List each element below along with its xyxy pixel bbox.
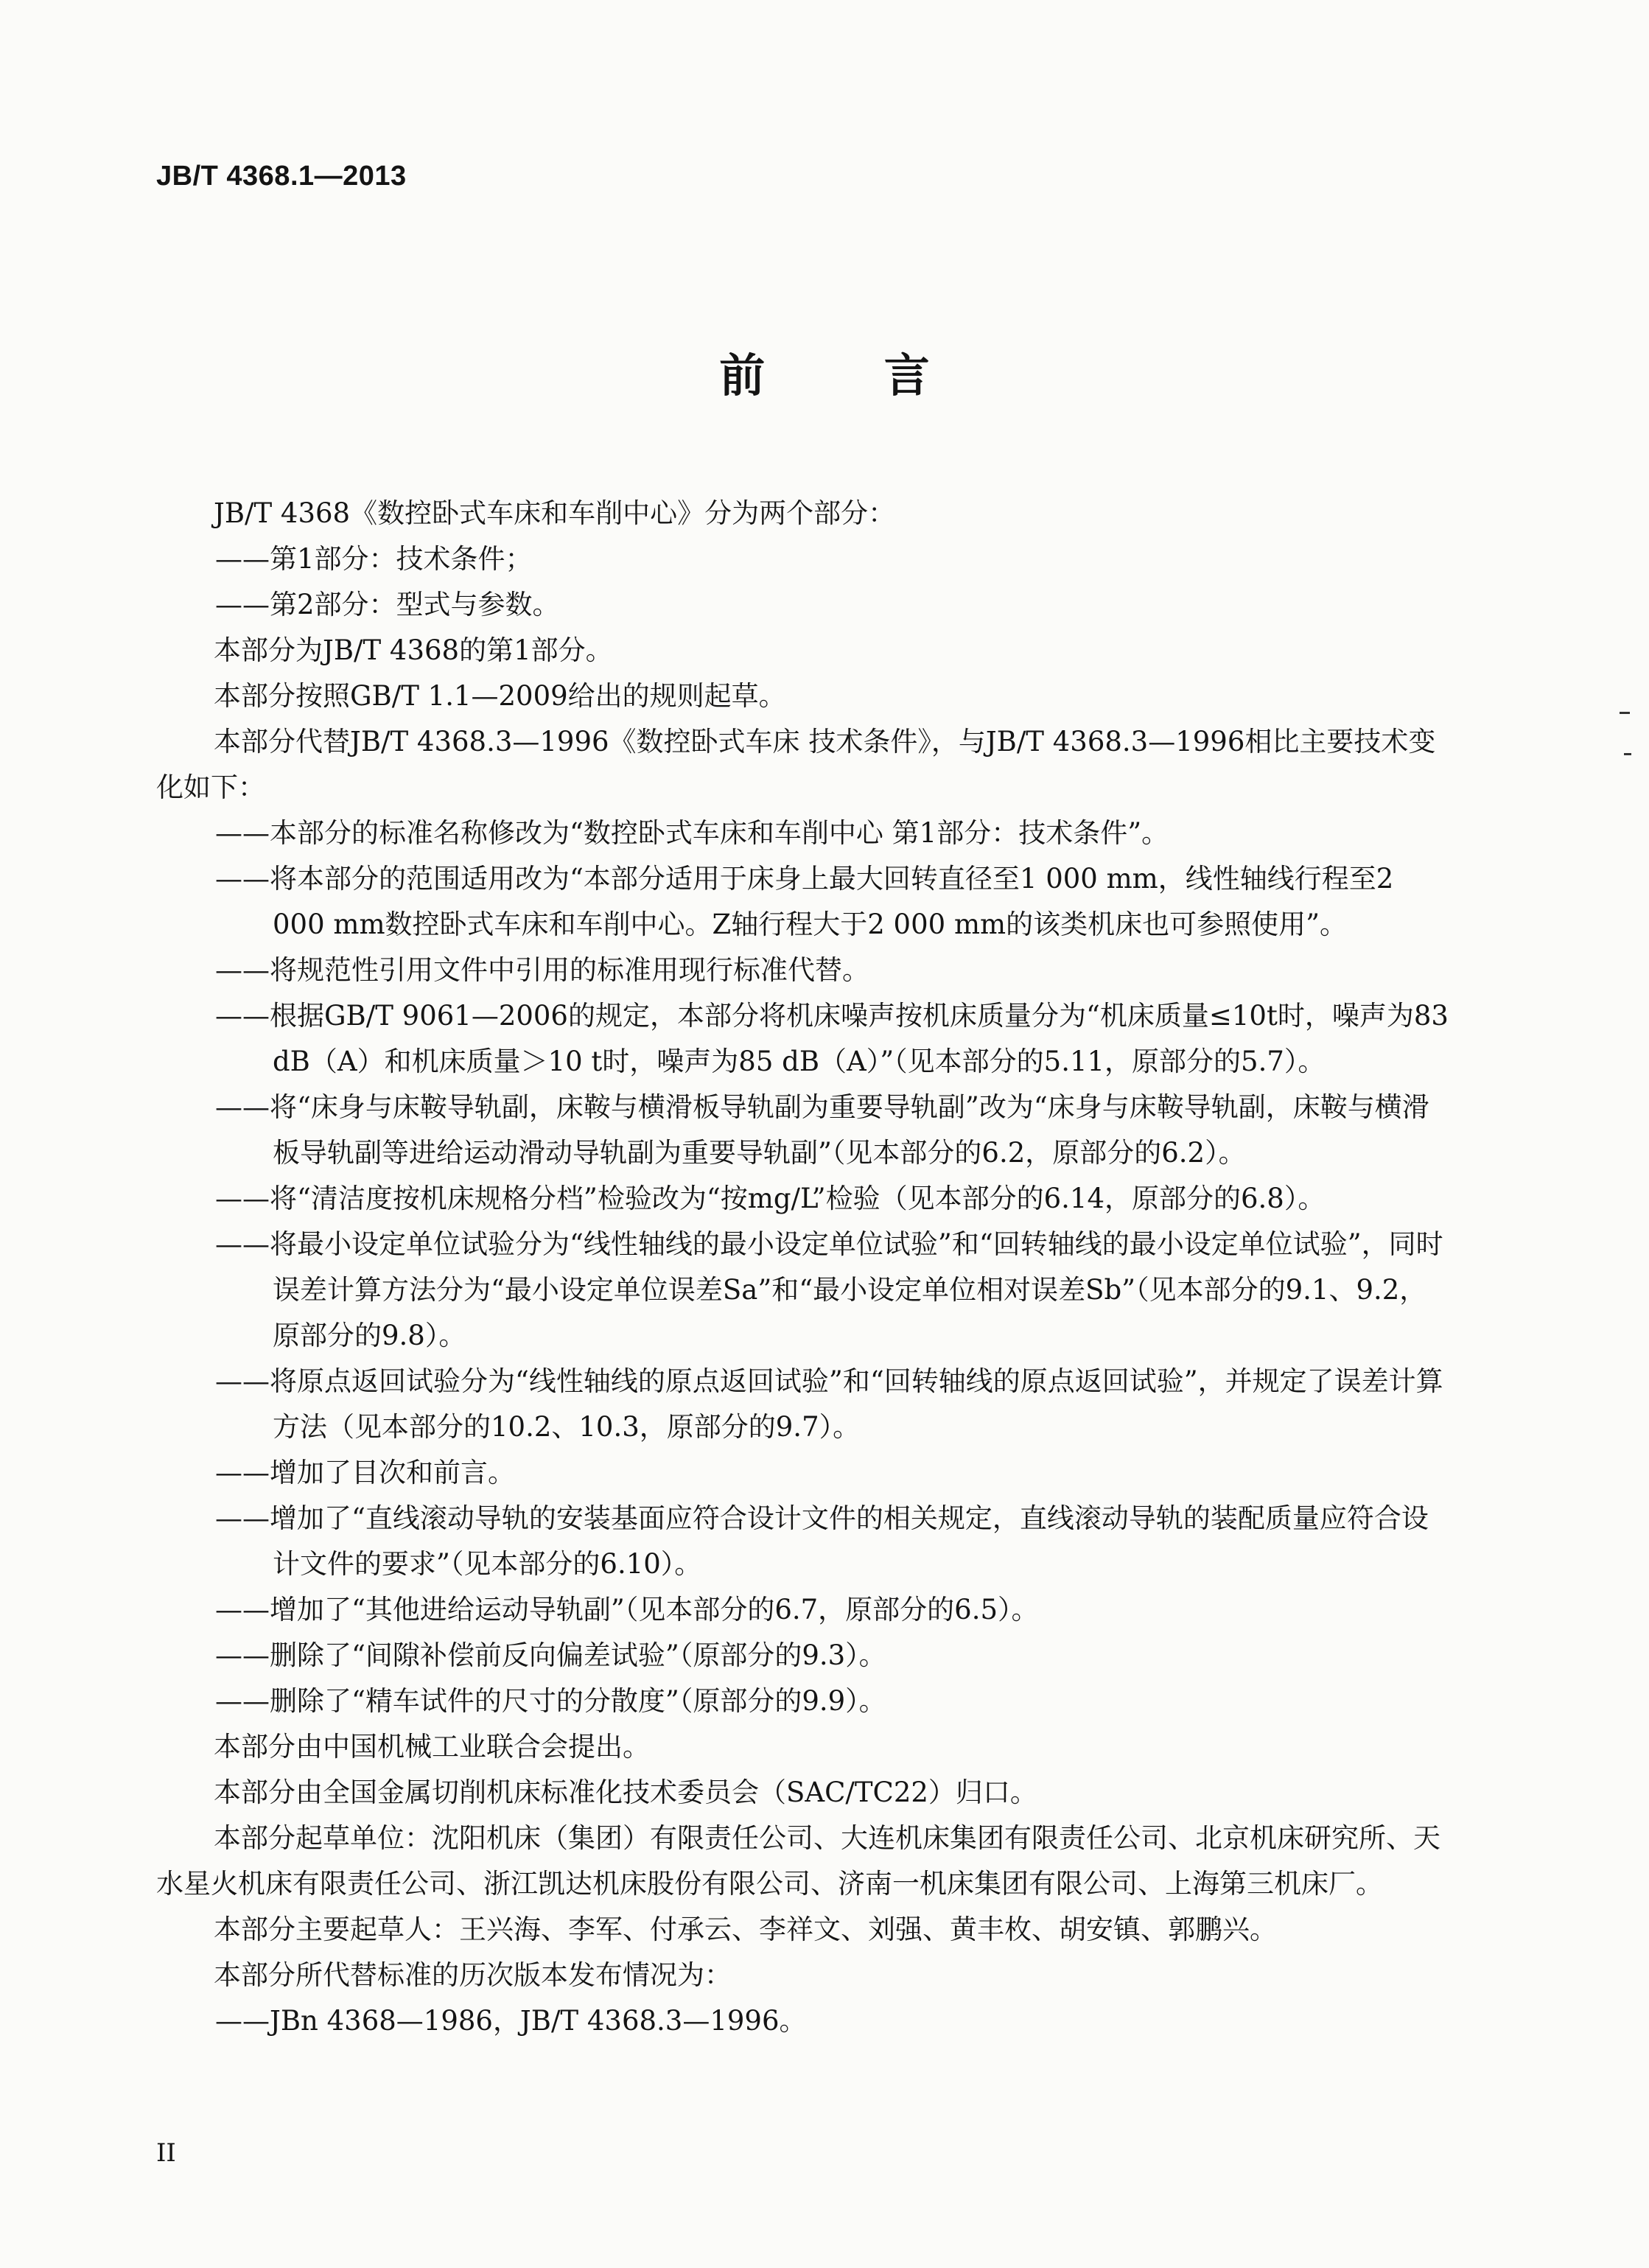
list-item — [156, 1359, 1453, 1450]
list-item — [156, 1587, 1453, 1633]
list-item — [156, 582, 1453, 628]
paragraph-text: 本部分按照GB/T 1.1—2009给出的规则起草。 — [214, 680, 786, 712]
paragraph-text: 本部分主要起草人：王兴海、李军、付承云、李祥文、刘强、黄丰枚、胡安镇、郭鹏兴。 — [214, 1914, 1277, 1945]
paragraph-text: 本部分起草单位：沈阳机床（集团）有限责任公司、大连机床集团有限责任公司、北京机床研究所、天水星火机床有限责任公司、浙江凯达机床股份有限公司、济南一机床集团有限公司、上海第三机床厂。 — [156, 1822, 1440, 1900]
paragraph-text: 增加了“直线滚动导轨的安装基面应符合设计文件的相关规定，直线滚动导轨的装配质量应符合设计文件的要求”（见本部分的6.10）。 — [270, 1502, 1429, 1580]
paragraph-text: 增加了目次和前言。 — [270, 1457, 515, 1488]
paragraph — [156, 673, 1453, 719]
list-item — [156, 536, 1453, 582]
dash-marker: —— — [215, 1365, 270, 1397]
paragraph-text: 第1部分：技术条件； — [270, 543, 533, 575]
paragraph-text: JB/T 4368《数控卧式车床和车削中心》分为两个部分： — [214, 497, 896, 529]
list-item — [156, 948, 1453, 993]
paragraph-text: 将最小设定单位试验分为“线性轴线的最小设定单位试验”和“回转轴线的最小设定单位试验”，同时误差计算方法分为“最小设定单位误差Sa”和“最小设定单位相对误差Sb”（见本部分的9.1、9.2，原部分的9.8）。 — [270, 1228, 1443, 1351]
paragraph — [156, 1724, 1453, 1770]
list-item — [156, 993, 1453, 1085]
list-item — [156, 811, 1453, 856]
dash-marker: —— — [215, 543, 270, 575]
dash-marker: —— — [215, 1594, 270, 1625]
dash-marker: —— — [215, 1091, 270, 1123]
scan-mark — [1624, 753, 1631, 755]
list-item — [156, 1679, 1453, 1724]
paragraph — [156, 628, 1453, 673]
paragraph — [156, 1770, 1453, 1816]
dash-marker: —— — [215, 2005, 270, 2037]
dash-marker: —— — [215, 1228, 270, 1260]
dash-marker: —— — [215, 863, 270, 895]
paragraph — [156, 1907, 1453, 1953]
dash-marker: —— — [215, 589, 270, 620]
dash-marker: —— — [215, 1502, 270, 1534]
dash-marker: —— — [215, 817, 270, 849]
paragraph-text: 本部分代替JB/T 4368.3—1996《数控卧式车床 技术条件》，与JB/T 4368.3—1996相比主要技术变化如下： — [156, 726, 1436, 803]
paragraph-text: JBn 4368—1986，JB/T 4368.3—1996。 — [270, 2005, 807, 2037]
list-item — [156, 1176, 1453, 1222]
standard-code: JB/T 4368.1—2013 — [156, 161, 407, 192]
paragraph-text: 将“清洁度按机床规格分档”检验改为“按mg/L”检验（见本部分的6.14，原部分的6.8）。 — [270, 1183, 1326, 1214]
list-item — [156, 1450, 1453, 1496]
paragraph-text: 根据GB/T 9061—2006的规定，本部分将机床噪声按机床质量分为“机床质量≤10t时，噪声为83 dB（A）和机床质量＞10 t时，噪声为85 dB（A）”（见本部分的5.11，原部分的5.7）。 — [270, 1000, 1449, 1077]
paragraph-text: 本部分为JB/T 4368的第1部分。 — [214, 634, 613, 666]
paragraph-text: 本部分由中国机械工业联合会提出。 — [214, 1731, 650, 1763]
page-title: 前 言 — [719, 349, 981, 402]
dash-marker: —— — [215, 1183, 270, 1214]
dash-marker: —— — [215, 1685, 270, 1717]
paragraph — [156, 1953, 1453, 1998]
dash-marker: —— — [215, 1457, 270, 1488]
paragraph — [156, 491, 1453, 536]
list-item — [156, 1222, 1453, 1359]
paragraph — [156, 719, 1453, 811]
paragraph-text: 将规范性引用文件中引用的标准用现行标准代替。 — [270, 954, 869, 986]
paragraph-text: 本部分由全国金属切削机床标准化技术委员会（SAC/TC22）归口。 — [214, 1777, 1037, 1808]
dash-marker: —— — [215, 1000, 270, 1032]
scan-mark — [1620, 712, 1630, 714]
dash-marker: —— — [215, 954, 270, 986]
paragraph-text: 本部分所代替标准的历次版本发布情况为： — [214, 1959, 732, 1991]
list-item — [156, 856, 1453, 948]
paragraph-text: 增加了“其他进给运动导轨副”（见本部分的6.7，原部分的6.5）。 — [270, 1594, 1039, 1625]
paragraph-text: 删除了“精车试件的尺寸的分散度”（原部分的9.9）。 — [270, 1685, 886, 1717]
paragraph-text: 将原点返回试验分为“线性轴线的原点返回试验”和“回转轴线的原点返回试验”，并规定了误差计算方法（见本部分的10.2、10.3，原部分的9.7）。 — [270, 1365, 1443, 1443]
paragraph-text: 第2部分：型式与参数。 — [270, 589, 560, 620]
paragraph-text: 将本部分的范围适用改为“本部分适用于床身上最大回转直径至1 000 mm，线性轴线行程至2 000 mm数控卧式车床和车削中心。Z轴行程大于2 000 mm的该类机床也可参照使用”。 — [270, 863, 1394, 940]
list-item — [156, 1085, 1453, 1176]
paragraph-text: 删除了“间隙补偿前反向偏差试验”（原部分的9.3）。 — [270, 1639, 886, 1671]
list-item — [156, 1998, 1453, 2044]
paragraph — [156, 1816, 1453, 1907]
dash-marker: —— — [215, 1639, 270, 1671]
paragraph-text: 将“床身与床鞍导轨副，床鞍与横滑板导轨副为重要导轨副”改为“床身与床鞍导轨副，床鞍与横滑板导轨副等进给运动滑动导轨副为重要导轨副”（见本部分的6.2，原部分的6.2）。 — [270, 1091, 1429, 1169]
document-body — [156, 491, 1453, 2044]
paragraph-text: 本部分的标准名称修改为“数控卧式车床和车削中心 第1部分：技术条件”。 — [270, 817, 1169, 849]
list-item — [156, 1496, 1453, 1587]
list-item — [156, 1633, 1453, 1679]
page-number: II — [156, 2138, 176, 2168]
